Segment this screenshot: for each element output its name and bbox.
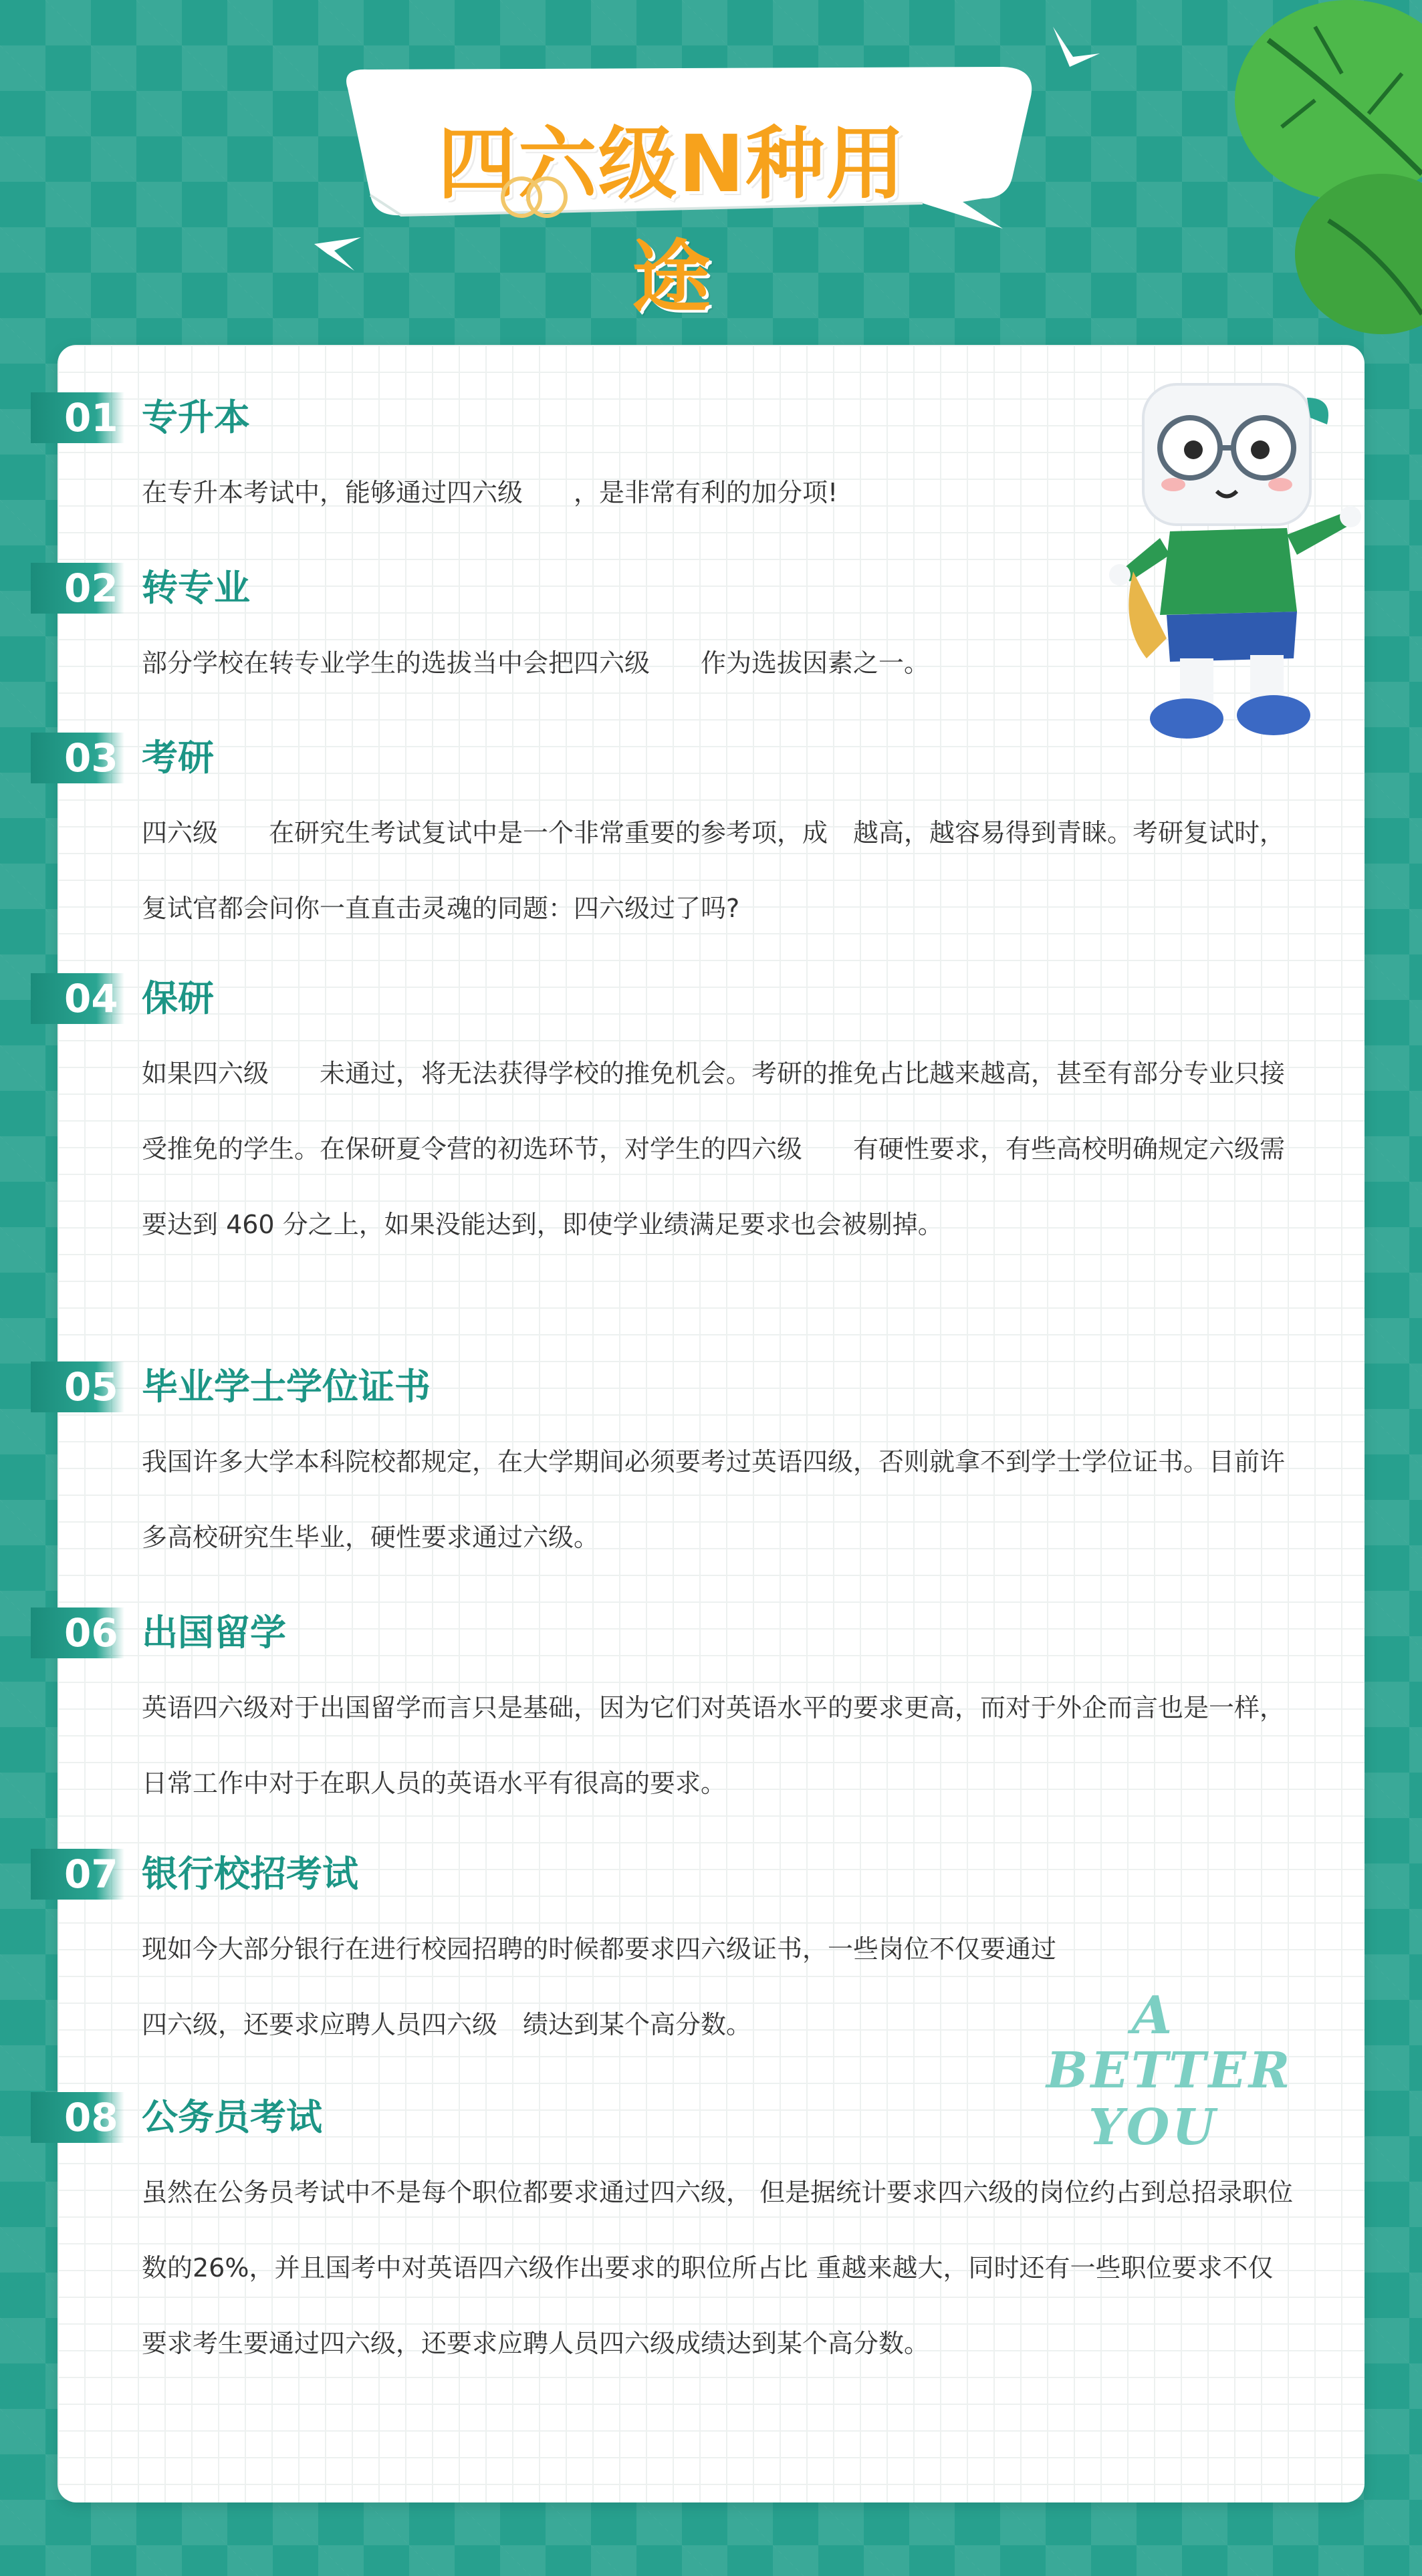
section-title: 毕业学士学位证书 <box>142 1366 431 1408</box>
sparkle-icon <box>1046 27 1100 74</box>
section-number: 03 <box>31 733 124 783</box>
section-body: 现如今大部分银行在进行校园招聘的时候都要求四六级证书，一些岗位不仅要通过四六级，还要求应聘人员四六级 绩达到某个高分数。 <box>142 1934 1057 2039</box>
page-title: 四六级N种用途 <box>437 118 907 324</box>
section-body: 我国许多大学本科院校都规定，在大学期间必须要考过英语四级，否则就拿不到学士学位证书。目前许多高校研究生毕业，硬性要求通过六级。 <box>142 1447 1286 1552</box>
section-body: 在专升本考试中，能够通过四六级 ，是非常有利的加分项! <box>142 478 838 507</box>
section-body: 部分学校在转专业学生的选拔当中会把四六级 作为选拔因素之一。 <box>142 648 930 678</box>
section-number: 05 <box>31 1362 124 1412</box>
mascot-illustration <box>1106 371 1364 762</box>
section-title: 保研 <box>142 977 214 1019</box>
rings-icon <box>495 170 575 224</box>
section-title: 公务员考试 <box>142 2096 322 2138</box>
section-body: 虽然在公务员考试中不是每个职位都要求通过四六级， 但是据统计要求四六级的岗位约占到总招录职位数的26%，并且国考中对英语四六级作出要求的职位所占比 重越来越大，同时还有一些职位要求不仅要求考生要通过四六级，还要求应聘人员四六级成绩达到某个高分数。 <box>142 2178 1294 2358</box>
section-title: 专升本 <box>142 396 250 438</box>
section-title: 转专业 <box>142 567 250 609</box>
slogan-line-1: A <box>1131 1985 1175 2046</box>
section-number: 01 <box>31 392 124 443</box>
section-body: 如果四六级 未通过，将无法获得学校的推免机会。考研的推免占比越来越高，甚至有部分专业只接受推免的学生。在保研夏令营的初选环节，对学生的四六级 有硬性要求，有些高校明确规定六级需要达到 460 分之上，如果没能达到，即使学业绩满足要求也会被剔掉。 <box>142 1059 1286 1239</box>
section-number: 02 <box>31 563 124 614</box>
slogan-decoration <box>1046 1985 1293 2172</box>
leaf-decoration <box>1181 0 1422 374</box>
section-body: 英语四六级对于出国留学而言只是基础，因为它们对英语水平的要求更高，而对于外企而言也是一样，日常工作中对于在职人员的英语水平有很高的要求。 <box>142 1693 1286 1798</box>
section-title: 银行校招考试 <box>142 1853 358 1895</box>
slogan-line-3: YOU <box>1088 2099 1218 2156</box>
slogan-line-2: BETTER <box>1046 2042 1293 2099</box>
section-title: 出国留学 <box>142 1612 286 1654</box>
section-number: 07 <box>31 1849 124 1900</box>
section-number: 04 <box>31 973 124 1024</box>
section-title: 考研 <box>142 737 214 779</box>
section-number: 06 <box>31 1607 124 1658</box>
sparkle-icon <box>314 231 368 271</box>
section-number: 08 <box>31 2092 124 2143</box>
section-body: 四六级 在研究生考试复试中是一个非常重要的参考项，成 越高，越容易得到青睐。考研复试时，复试官都会问你一直直击灵魂的同题：四六级过了吗? <box>142 818 1286 923</box>
